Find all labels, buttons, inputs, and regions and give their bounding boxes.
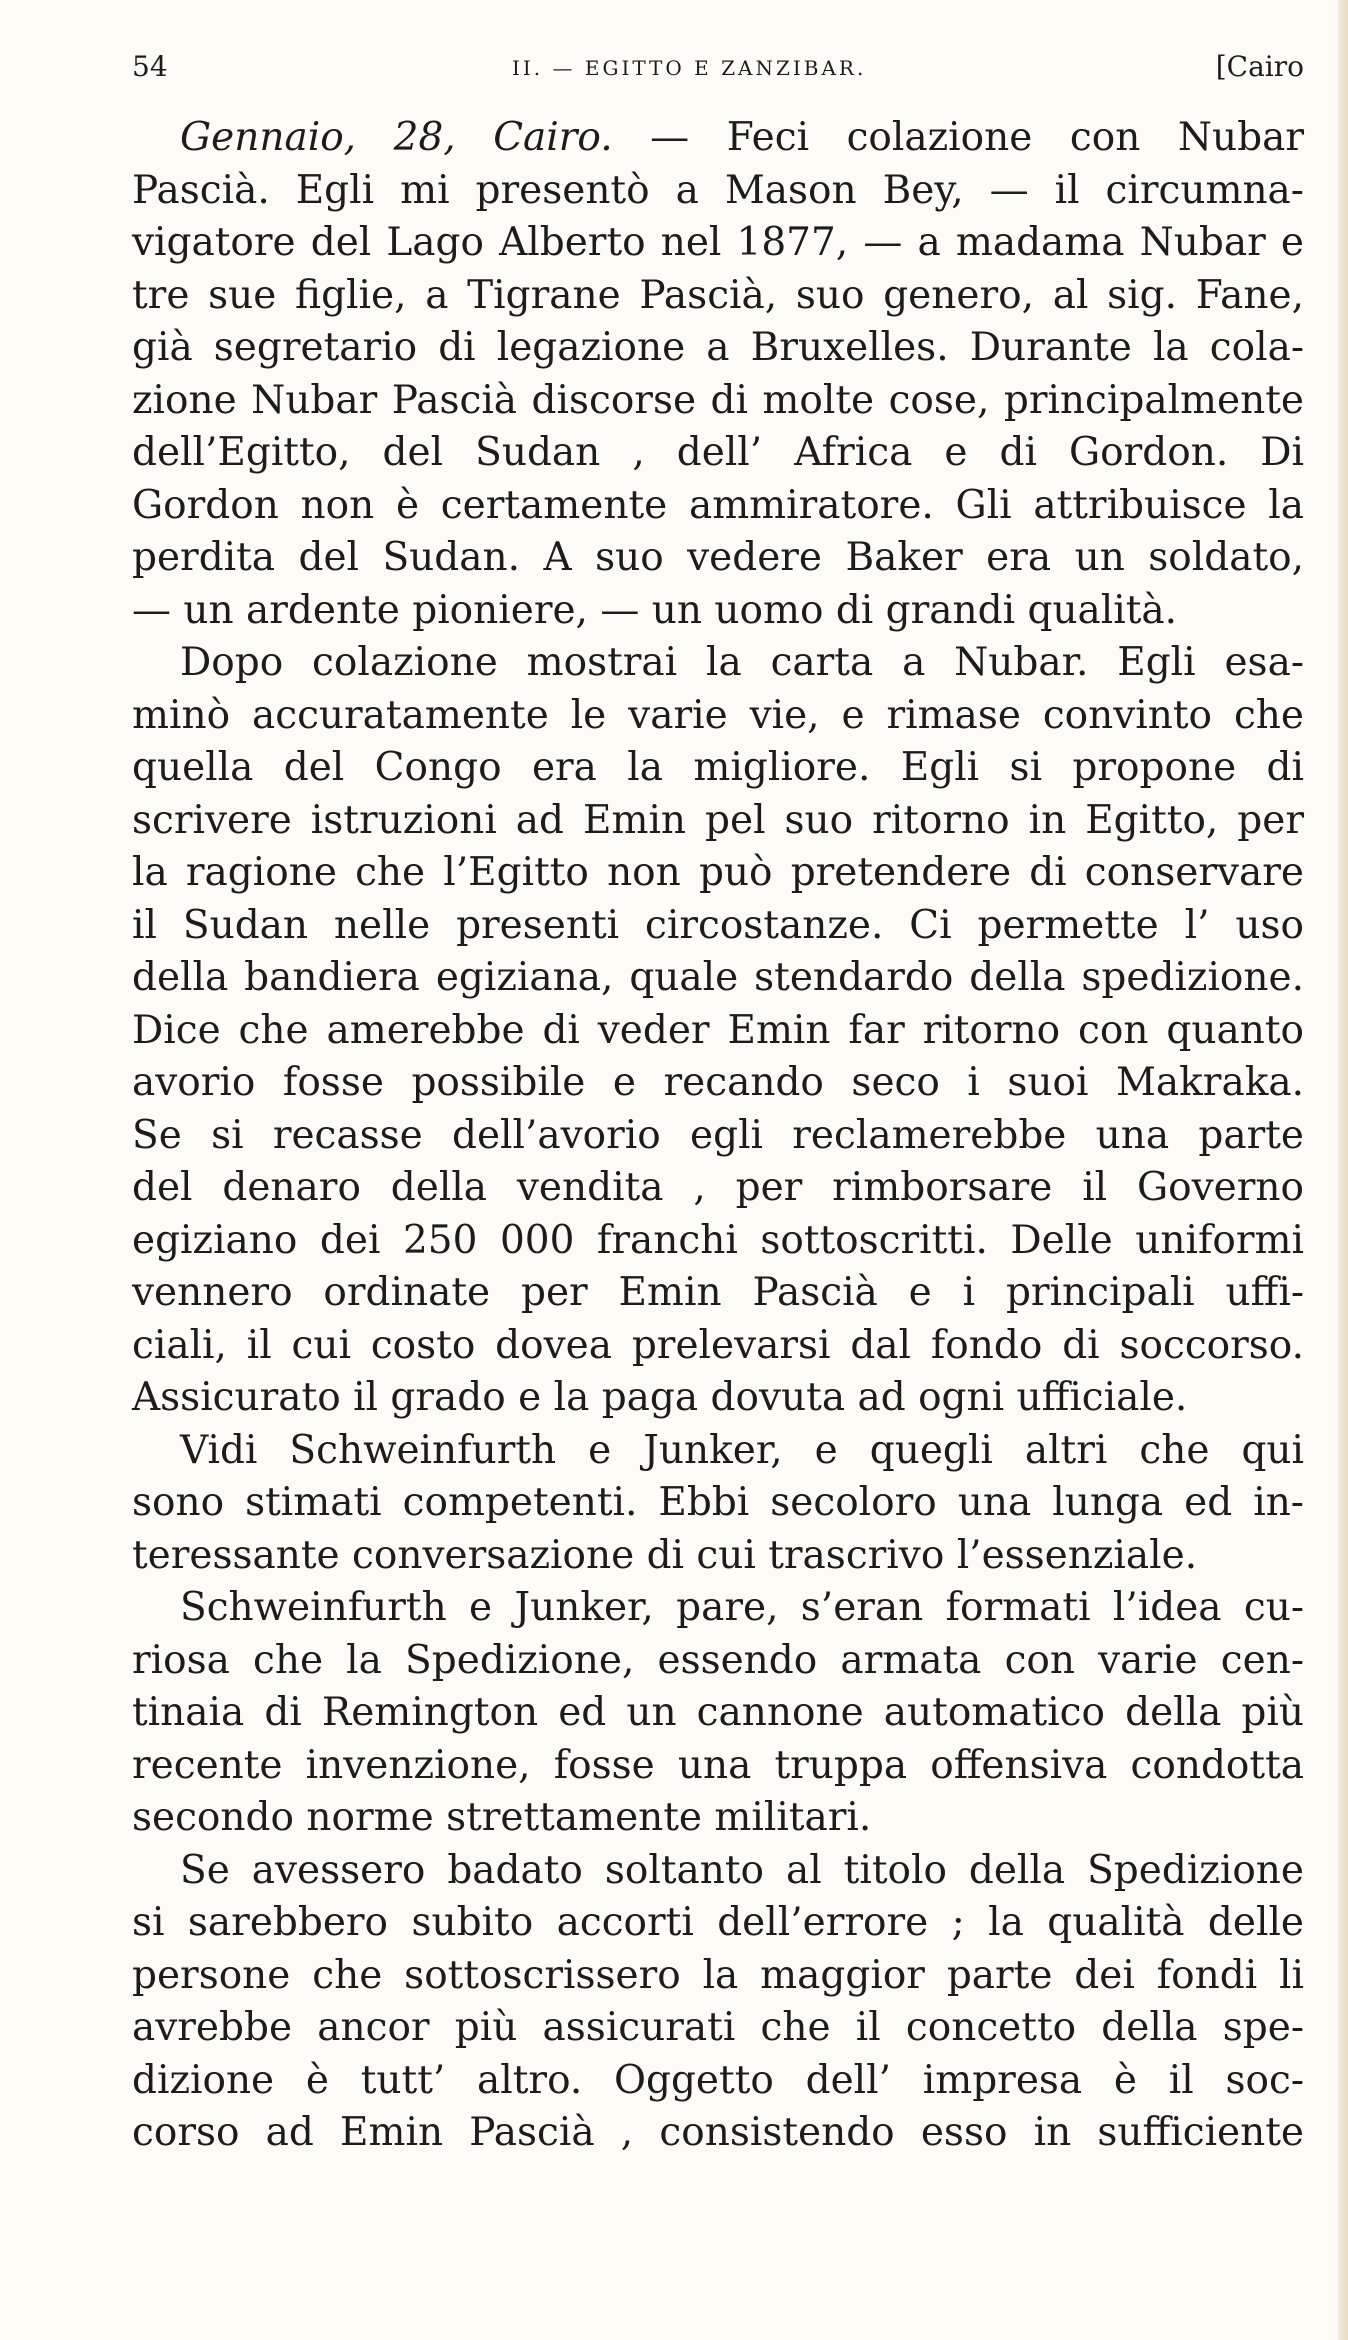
page-number: 54	[132, 50, 168, 83]
text-line: Vidi Schweinfurth e Junker, e quegli altri che qui	[180, 1427, 1304, 1473]
page-edge	[1338, 0, 1348, 2340]
text-line: dizione è tutt’ altro. Oggetto dell’ impresa è il soc-	[132, 2057, 1304, 2103]
page-header	[132, 50, 1304, 90]
text-line: perdita del Sudan. A suo vedere Baker era un soldato,	[132, 535, 1304, 580]
text-line: Se avessero badato soltanto al titolo della Spedizione	[180, 1847, 1304, 1893]
text-line: Gordon non è certamente ammiratore. Gli attribuisce la	[132, 482, 1304, 528]
text-line: egiziano dei 250 000 franchi sottoscritti. Delle uniformi	[132, 1217, 1304, 1263]
text-line: sono stimati competenti. Ebbi secoloro una lunga ed in-	[132, 1480, 1304, 1525]
text-line: riosa che la Spedizione, essendo armata con varie cen-	[132, 1637, 1304, 1683]
text-line: Dice che amerebbe di veder Emin far ritorno con quanto	[132, 1007, 1304, 1053]
text-line: avrebbe ancor più assicurati che il concetto della spe-	[132, 2005, 1304, 2050]
text-line: Assicurato il grado e la paga dovuta ad ogni ufficiale.	[132, 1375, 1188, 1420]
text-line: recente invenzione, fosse una truppa offensiva condotta	[132, 1742, 1304, 1788]
entry-first-line: — Feci colazione con Nubar	[612, 115, 1304, 160]
text-line: il Sudan nelle presenti circostanze. Ci permette l’ uso	[132, 902, 1304, 948]
text-line: tre sue figlie, a Tigrane Pascià, suo genero, al sig. Fane,	[132, 272, 1304, 318]
text-line: zione Nubar Pascià discorse di molte cose, principalmente	[132, 377, 1304, 423]
text-line: secondo norme strettamente militari.	[132, 1795, 872, 1840]
text-line: persone che sottoscrissero la maggior parte dei fondi li	[132, 1952, 1304, 1998]
entry-date: Gennaio, 28, Cairo.	[180, 115, 613, 160]
text-line: vennero ordinate per Emin Pascià e i principali uffi-	[132, 1270, 1304, 1315]
text-line: del denaro della vendita , per rimborsare il Governo	[132, 1165, 1304, 1210]
text-line: tinaia di Remington ed un cannone automatico della più	[132, 1690, 1304, 1735]
text-line: ciali, il cui costo dovea prelevarsi dal fondo di soccorso.	[132, 1322, 1304, 1368]
text-line: della bandiera egiziana, quale stendardo della spedizione.	[132, 955, 1304, 1000]
running-title: II. — EGITTO E ZANZIBAR.	[512, 56, 867, 80]
text-line: Schweinfurth e Junker, pare, s’eran formati l’idea cu-	[180, 1585, 1304, 1630]
text-line: quella del Congo era la migliore. Egli si propone di	[132, 745, 1304, 790]
text-line: già segretario di legazione a Bruxelles. Durante la cola-	[132, 325, 1304, 370]
text-line: la ragione che l’Egitto non può pretendere di conservare	[132, 850, 1304, 895]
text-line: — un ardente pioniere, — un uomo di grandi qualità.	[132, 587, 1178, 633]
text-line: minò accuratamente le varie vie, e rimase convinto che	[132, 692, 1304, 738]
text-line: dell’Egitto, del Sudan , dell’ Africa e di Gordon. Di	[132, 430, 1304, 475]
text-line: Pascià. Egli mi presentò a Mason Bey, — il circumna-	[132, 167, 1304, 213]
body-text	[132, 112, 1304, 2160]
text-line: vigatore del Lago Alberto nel 1877, — a madama Nubar e	[132, 220, 1304, 265]
text-line: Se si recasse dell’avorio egli reclamerebbe una parte	[132, 1112, 1304, 1158]
text-line	[132, 112, 1304, 165]
text-line: avorio fosse possibile e recando seco i suoi Makraka.	[132, 1060, 1304, 1105]
text-line: teressante conversazione di cui trascrivo l’essenziale.	[132, 1532, 1198, 1578]
text-line: si sarebbero subito accorti dell’errore ; la qualità delle	[132, 1900, 1304, 1945]
text-line: scrivere istruzioni ad Emin pel suo ritorno in Egitto, per	[132, 797, 1304, 843]
running-place: [Cairo	[1215, 50, 1304, 83]
text-line: corso ad Emin Pascià , consistendo esso in sufficiente	[132, 2110, 1304, 2155]
text-line: Dopo colazione mostrai la carta a Nubar. Egli esa-	[180, 640, 1304, 685]
